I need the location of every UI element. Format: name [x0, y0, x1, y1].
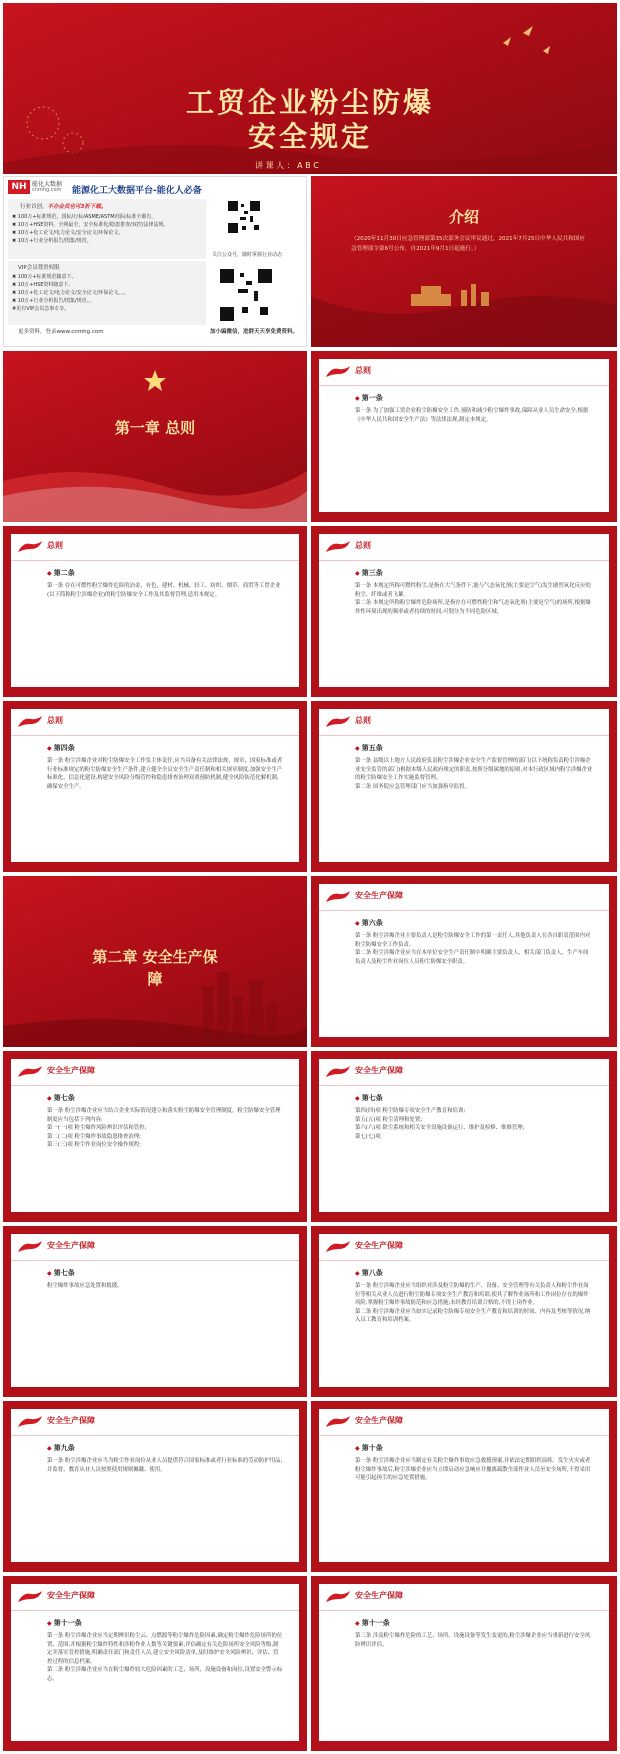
cover-slide: [3, 3, 617, 174]
slide-header-title: 安全生产保障: [355, 1066, 403, 1075]
vip-title: VIP会员尊贵权限: [18, 265, 60, 271]
article-body: 第一条 县级以上地方人民政府负责粉尘涉爆企业安全生产监督管理的部门(以下统称负责粉尘涉爆企业安全监管的部门)根据本级人民政府规定的职责,按照分级属地的原则,对本行政区域内粉尘涉爆企业的粉尘防爆安全工作实施监督管理。 第二条 国务院应急管理部门应当加强指导监督。: [355, 758, 593, 790]
ribbon-icon: [17, 1590, 43, 1604]
slide-panel: [319, 1584, 609, 1741]
platform-title: 能源化工大数据平台-能化人必备: [72, 186, 202, 196]
slide-header: [319, 359, 609, 386]
qr-code-icon: [218, 267, 274, 323]
article-body: 第一条 粉尘涉爆企业对粉尘防爆安全工作负主体责任,应当具备有关法律法规、规章、国家标准或者行业标准规定的粉尘防爆安全生产条件,建立健全全员安全生产责任制和相关规章制度,加强安全生产标准化、信息化建设,构建安全风险分级管控和隐患排查治理双重预防机制,健全风险防范化解机制,确保安全生产。: [47, 758, 283, 790]
more-link[interactable]: 更多资料，登录www.cnmhg.com: [18, 329, 104, 335]
content-slide: [311, 1226, 617, 1397]
qr1-caption: 关注公众号，随时掌握行业动态: [212, 252, 283, 258]
intro-title: 介绍: [448, 208, 479, 226]
slide-panel: [319, 884, 609, 1037]
slide-header: [319, 709, 609, 736]
slide-header-title: 安全生产保障: [355, 891, 403, 900]
slide-header-title: 安全生产保障: [355, 1416, 403, 1425]
chapter1-slide: [3, 351, 307, 522]
ribbon-icon: [325, 1065, 351, 1079]
article-body: 第一条 粉尘涉爆企业应当制定有关粉尘爆炸事故应急救援预案,并依法定期组织演练。发生火灾或者粉尘爆炸事故后,粉尘涉爆企业应当立即启动应急响应并撤离疏散全部作业人员至安全场所,不得采用可能引起扬尘的应急处置措施。: [355, 1458, 591, 1482]
perk-item: ✖ 10万+行业分析报告/图集/规范。: [12, 238, 92, 244]
article-heading: ◆ 第十一条: [47, 1618, 82, 1628]
city-skyline-deco-icon: [311, 176, 617, 347]
perks-box-2: [8, 261, 206, 325]
chapter2-slide: [3, 876, 307, 1047]
slide-header: [319, 1234, 609, 1261]
ribbon-icon: [325, 1240, 351, 1254]
slide-header-title: 总则: [355, 366, 371, 375]
article-heading: ◆ 第七条: [47, 1093, 75, 1103]
slide-header-title: 安全生产保障: [47, 1241, 95, 1250]
ribbon-icon: [17, 1240, 43, 1254]
article-body: 第一条 为了加强工贸企业粉尘防爆安全工作,预防和减少粉尘爆炸事故,保障从业人员生命安全,根据《中华人民共和国安全生产法》等法律法规,制定本规定。: [355, 408, 589, 423]
article-body: 第三条 涉及粉尘爆炸危险的工艺、场所、设施设备等发生变更的,粉尘涉爆企业应当重新进行安全风险辨识评估。: [355, 1633, 591, 1648]
content-slide: [3, 701, 307, 872]
slide-header-title: 总则: [47, 541, 63, 550]
slide-header-title: 安全生产保障: [355, 1241, 403, 1250]
slide-header: [319, 1059, 609, 1086]
article-body: 第一条 粉尘涉爆企业应当结合企业实际情况建立和落实粉尘防爆安全管理制度。粉尘防爆安全管理制度应当包括下列内容: 第一(一)项 粉尘爆炸风险辨识评估和管控; 第二(二)项 粉尘爆炸事故隐患排查治理; 第三(三)项 粉尘作业岗位安全操作规程;: [47, 1108, 281, 1149]
slide-header: [11, 1059, 299, 1086]
article-body: 第一条 粉尘涉爆企业主要负责人是粉尘防爆安全工作的第一责任人,其他负责人在各自职责范围内对粉尘防爆安全工作负责。 第二条 粉尘涉爆企业应当在本单位安全生产责任制中明确主要负责人、相关部门负责人、生产车间负责人及粉尘作业岗位人员粉尘防爆安全职责。: [355, 933, 591, 965]
chapter1-title: 第一章 总则: [114, 419, 196, 437]
slide-panel: [319, 709, 609, 862]
slide-header: [11, 709, 299, 736]
content-slide: [311, 1576, 617, 1751]
slide-panel: [319, 1234, 609, 1387]
perk-item: ✖ 10万+行业分析报告/图集/规范。。: [12, 298, 95, 304]
ribbon-icon: [17, 715, 43, 729]
perk-item: ✖ 10万+化工论文/电力论文/安全论文/环保论文。。。: [12, 290, 129, 296]
ad-slide: [3, 176, 307, 347]
qr2-caption: 加小编微信，进群天天享免费资料。: [210, 329, 299, 335]
article-heading: ◆ 第一条: [355, 393, 383, 403]
ribbon-icon: [325, 365, 351, 379]
slide-panel: [319, 1059, 609, 1212]
ribbon-icon: [325, 1415, 351, 1429]
slide-header: [11, 1584, 299, 1611]
perk-item: ✖ 10万+化工论文/电力论文/安全论文/环保论文。: [12, 230, 124, 236]
perk-item: ✖ 100万+标准规范随意下。: [12, 274, 77, 280]
ribbon-icon: [17, 1415, 43, 1429]
ribbon-icon: [325, 1590, 351, 1604]
content-slide: [3, 1051, 307, 1222]
slide-header: [319, 1409, 609, 1436]
logo-url: cnmhg.com: [32, 187, 62, 193]
cover-title-line1: 工贸企业粉尘防爆: [185, 86, 434, 119]
slide-header-title: 安全生产保障: [355, 1591, 403, 1600]
slide-panel: [11, 709, 299, 862]
content-slide: [311, 701, 617, 872]
ribbon-icon: [325, 540, 351, 554]
article-body: 第一条 粉尘涉爆企业应当定期辨识粉尘云、点燃源等粉尘爆炸危险因素,确定粉尘爆炸危险场所的位置、范围,并根据粉尘爆炸特性和涉粉作业人数等关键要素,评估确定有关危险场所安全风险等级,制定并落实管控措施,明确责任部门和责任人员,建立安全风险清单,及时维护安全风险辨识、评估、管控过程的信息档案。 第二条 粉尘涉爆企业应当在粉尘爆炸较大危险因素的工艺、场所、设施设备和岗位,设置安全警示标志。: [47, 1633, 283, 1682]
article-heading: ◆ 第六条: [355, 918, 383, 928]
content-slide: [311, 1051, 617, 1222]
content-slide: [3, 526, 307, 697]
slide-header-title: 总则: [47, 716, 63, 725]
article-body: 第一条 存在可燃性粉尘爆炸危险的冶金、有色、建材、机械、轻工、纺织、烟草、商贸等工贸企业(以下简称粉尘涉爆企业)的粉尘防爆安全工作及其监督管理,适用本规定。: [47, 583, 281, 598]
article-heading: ◆ 第九条: [47, 1443, 75, 1453]
extra-line: #更有VIP会员急事专享。: [12, 306, 70, 312]
intro-slide: [311, 176, 617, 347]
article-heading: ◆ 第七条: [355, 1093, 383, 1103]
slide-panel: [11, 1409, 299, 1562]
article-heading: ◆ 第八条: [355, 1268, 383, 1278]
article-body: 第四(四)项 粉尘防爆专项安全生产教育和培训; 第五(五)项 粉尘清理和处置; 第六(六)项 除尘系统和相关安全设施设备运行、维护及检修、维修管理; 第七(七)项: [355, 1108, 525, 1140]
slide-panel: [319, 534, 609, 687]
ribbon-icon: [325, 715, 351, 729]
industry-line: 行业首创，不办会员也可3折下载。: [20, 204, 107, 210]
content-slide: [311, 526, 617, 697]
slide-header: [319, 884, 609, 911]
slide-header: [11, 534, 299, 561]
ribbon-icon: [17, 1065, 43, 1079]
slide-header: [11, 1234, 299, 1261]
slide-header-title: 安全生产保障: [47, 1416, 95, 1425]
perk-item: ✖ 10万+HSE资料随意下。: [12, 282, 74, 288]
article-heading: ◆ 第二条: [47, 568, 75, 578]
article-heading: ◆ 第三条: [355, 568, 383, 578]
slide-header-title: 安全生产保障: [47, 1591, 95, 1600]
slide-header-title: 总则: [355, 541, 371, 550]
article-heading: ◆ 第七条: [47, 1268, 75, 1278]
article-heading: ◆ 第十一条: [355, 1618, 390, 1628]
ribbon-icon: [17, 540, 43, 554]
content-slide: [311, 351, 617, 522]
content-slide: [311, 1401, 617, 1572]
article-body: 第一条 粉尘涉爆企业应当为粉尘作业岗位从业人员提供符合国家标准或者行业标准的劳动防护用品,并监督、教育从业人员按照使用规则佩戴、使用。: [47, 1458, 283, 1473]
content-slide: [3, 1401, 307, 1572]
slide-panel: [319, 1409, 609, 1562]
article-heading: ◆ 第五条: [355, 743, 383, 753]
perk-list-1: [8, 213, 206, 245]
slide-header-title: 总则: [355, 716, 371, 725]
slide-panel: [11, 534, 299, 687]
perks-box-1: [8, 199, 206, 259]
chapter2-title-line2: 障: [147, 970, 163, 988]
cover-title-line2: 安全规定: [247, 120, 372, 153]
article-body: 粉尘爆炸事故应急处置和救援。: [47, 1283, 123, 1289]
chapter2-title-line1: 第二章 安全生产保: [92, 948, 218, 966]
slide-panel: [11, 1234, 299, 1387]
logo-text: 能化大数据: [32, 181, 63, 188]
cover-lecturer: 讲 课 人 ： A B C: [255, 161, 319, 170]
qr-code-icon: [226, 199, 262, 235]
intro-text: （2020年11月30日应急管理部第35次部务会议审议通过，2021年7月25日中华人民共和国应急管理部令第6号公布，自2021年9月1日起施行。）: [351, 236, 585, 252]
perk-list-2: [8, 273, 206, 313]
slide-header: [11, 1409, 299, 1436]
article-heading: ◆ 第十条: [355, 1443, 383, 1453]
perk-item: ✖ 10万+HSE资料，全网最全，安全标准化/隐患排查/双控/法律法规。: [12, 222, 169, 228]
content-slide: [3, 1576, 307, 1751]
perk-item: ✖ 100万+标准规范，国标/行标/ASME/ASTM/国际标准全都有。: [12, 214, 157, 220]
slide-header: [319, 1584, 609, 1611]
slide-header: [319, 534, 609, 561]
content-slide: [311, 876, 617, 1047]
brand-logo-icon: NH: [8, 180, 30, 194]
article-body: 第一条 本规定所称可燃性粉尘,是指在大气条件下,能与气态氧化剂(主要是空气)发生剧烈氧化反应的粉尘、纤维或者飞絮。 第二条 本规定所称粉尘爆炸危险场所,是指存在可燃性粉尘和气态氧化剂(主要是空气)的场所,根据爆炸性环境出现的频率或者持续的时间,可划分为不同危险区域。: [355, 583, 591, 615]
slide-panel: [319, 359, 609, 512]
slide-panel: [11, 1584, 299, 1741]
content-slide: [3, 1226, 307, 1397]
ribbon-icon: [325, 890, 351, 904]
slide-header-title: 安全生产保障: [47, 1066, 95, 1075]
article-body: 第一条 粉尘涉爆企业应当组织对涉及粉尘防爆的生产、设备、安全管理等有关负责人和粉尘作业岗位等相关从业人员进行粉尘防爆专项安全生产教育和培训,使其了解作业场所和工作岗位存在的爆炸风险,掌握粉尘爆炸事故防范和应急措施;未经教育培训合格的,不得上岗作业。 第二条 粉尘涉爆企业应当如实记录粉尘防爆专项安全生产教育和培训的时间、内容及考核等情况,纳入员工教育和培训档案。: [355, 1283, 591, 1324]
article-heading: ◆ 第四条: [47, 743, 75, 753]
slide-panel: [11, 1059, 299, 1212]
